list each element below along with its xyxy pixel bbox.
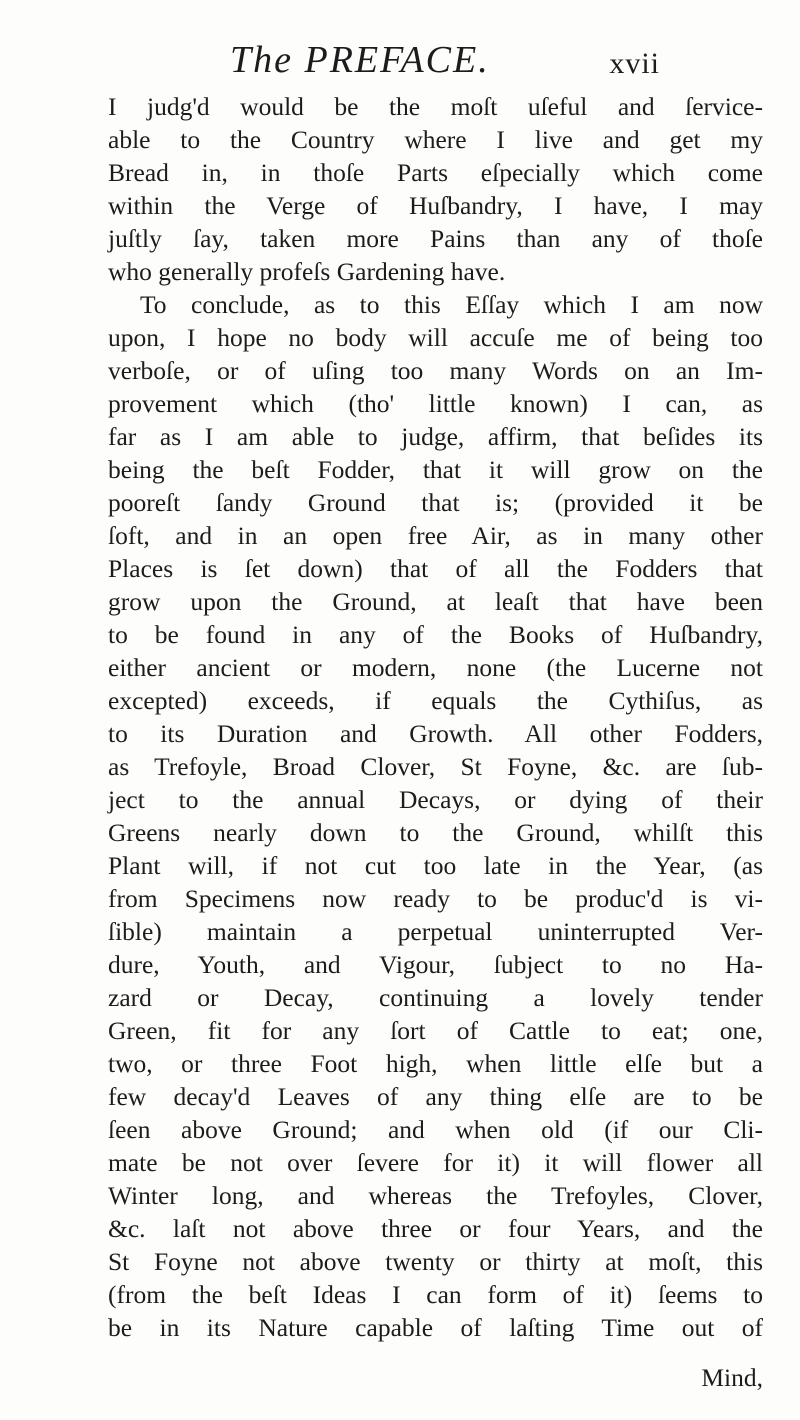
text-line: either ancient or modern, none (the Lucerne not — [108, 653, 763, 682]
text-line: dure, Youth, and Vigour, ſubject to no Ha- — [108, 950, 763, 979]
page-header — [230, 38, 660, 82]
text-line: to be found in any of the Books of Huſbandry, — [108, 620, 763, 649]
text-line: &c. laſt not above three or four Years, and the — [108, 1214, 763, 1243]
text-line: I judg'd would be the moſt uſeful and ſervice- — [108, 92, 763, 121]
text-line: zard or Decay, continuing a lovely tender — [108, 983, 763, 1012]
text-line: ſoft, and in an open free Air, as in many other — [108, 521, 763, 550]
catchword: Mind, — [701, 1363, 763, 1392]
text-line: as Trefoyle, Broad Clover, St Foyne, &c. are ſub- — [108, 752, 763, 781]
text-line: provement which (tho' little known) I can, as — [108, 389, 763, 418]
text-line: within the Verge of Huſbandry, I have, I may — [108, 191, 763, 220]
text-line: few decay'd Leaves of any thing elſe are to be — [108, 1082, 763, 1111]
text-line: Winter long, and whereas the Trefoyles, Clover, — [108, 1181, 763, 1210]
body-text — [108, 90, 763, 1344]
text-line: excepted) exceeds, if equals the Cythiſus, as — [108, 686, 763, 715]
text-line: (from the beſt Ideas I can form of it) ſeems to — [108, 1280, 763, 1309]
text-line: juſtly ſay, taken more Pains than any of thoſe — [108, 224, 763, 253]
text-line: Places is ſet down) that of all the Fodders that — [108, 554, 763, 583]
text-line: upon, I hope no body will accuſe me of being too — [108, 323, 763, 352]
text-line: ſible) maintain a perpetual uninterrupted Ver- — [108, 917, 763, 946]
text-line: ject to the annual Decays, or dying of their — [108, 785, 763, 814]
text-line: from Specimens now ready to be produc'd is vi- — [108, 884, 763, 913]
text-line: far as I am able to judge, affirm, that beſides its — [108, 422, 763, 451]
text-line: Greens nearly down to the Ground, whilſt this — [108, 818, 763, 847]
text-line: grow upon the Ground, at leaſt that have been — [108, 587, 763, 616]
text-line: ſeen above Ground; and when old (if our Cli- — [108, 1115, 763, 1144]
text-line: pooreſt ſandy Ground that is; (provided it be — [108, 488, 763, 517]
text-line: Plant will, if not cut too late in the Year, (as — [108, 851, 763, 880]
text-line: mate be not over ſevere for it) it will flower all — [108, 1148, 763, 1177]
page-number: xvii — [609, 47, 660, 80]
text-line: to its Duration and Growth. All other Fodders, — [108, 719, 763, 748]
text-line: St Foyne not above twenty or thirty at moſt, this — [108, 1247, 763, 1276]
text-line: being the beſt Fodder, that it will grow on the — [108, 455, 763, 484]
text-line: be in its Nature capable of laſting Time out of — [108, 1313, 763, 1342]
text-line: who generally profeſs Gardening have. — [108, 257, 506, 286]
text-line: Bread in, in thoſe Parts eſpecially which come — [108, 158, 763, 187]
text-line: To conclude, as to this Eſſay which I am now — [140, 290, 763, 319]
text-line: two, or three Foot high, when little elſe but a — [108, 1049, 763, 1078]
running-title: The PREFACE. — [230, 39, 490, 81]
text-line: able to the Country where I live and get my — [108, 125, 763, 154]
text-line: verboſe, or of uſing too many Words on an Im- — [108, 356, 763, 385]
text-line: Green, fit for any ſort of Cattle to eat; one, — [108, 1016, 763, 1045]
